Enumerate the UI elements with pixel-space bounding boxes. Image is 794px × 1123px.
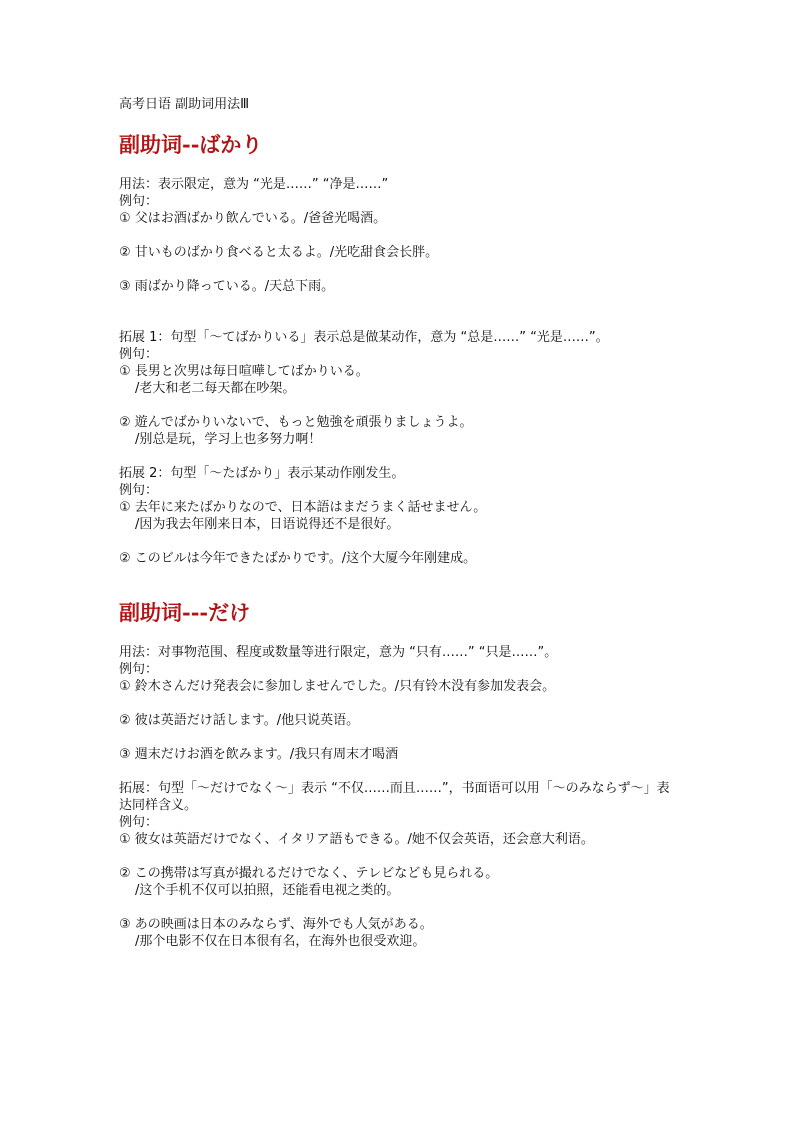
example-sentence: ① 去年に来たばかりなので、日本語はまだうまく話せません。 xyxy=(119,500,487,515)
example-translation: /老大和老二每天都在吵架。 xyxy=(135,381,296,396)
example-translation: /这个手机不仅可以拍照，还能看电视之类的。 xyxy=(135,883,400,898)
example-sentence: ① 鈴木さんだけ発表会に参加しませんでした。/只有铃木没有参加发表会。 xyxy=(119,679,556,694)
example-sentence: ② 甘いものばかり食べると太るよ。/光吃甜食会长胖。 xyxy=(119,245,439,260)
example-item xyxy=(119,363,699,397)
usage-text: 用法：表示限定，意为 “光是……” “净是……” xyxy=(119,177,389,192)
example-translation: /那个电影不仅在日本很有名，在海外也很受欢迎。 xyxy=(135,934,426,949)
document-page xyxy=(119,96,699,950)
example-sentence: ② このビルは今年できたばかりです。/这个大厦今年刚建成。 xyxy=(119,551,477,566)
example-label: 例句： xyxy=(119,483,159,498)
extension-text: 拓展 2：句型「～たばかり」表示某动作刚发生。 xyxy=(119,466,405,481)
example-sentence: ② 彼は英語だけ話します。/他只说英语。 xyxy=(119,713,360,728)
example-sentence: ② 遊んでばかりいないで、もっと勉強を頑張りましょうよ。 xyxy=(119,415,473,430)
example-item xyxy=(119,916,699,950)
usage-text: 用法：对事物范围、程度或数量等进行限定，意为 “只有……” “只是……”。 xyxy=(119,645,558,660)
example-item xyxy=(119,865,699,899)
example-label: 例句： xyxy=(119,194,159,209)
example-sentence: ① 長男と次男は毎日喧嘩してばかりいる。 xyxy=(119,364,369,379)
example-label: 例句： xyxy=(119,815,159,830)
extension-text: 拓展 1：句型「～てばかりいる」表示总是做某动作，意为 “总是……” “光是……”。 xyxy=(119,330,609,345)
example-translation: /别总是玩，学习上也多努力啊！ xyxy=(135,432,322,447)
example-label: 例句： xyxy=(119,662,159,677)
section-title-dake: 副助词---だけ xyxy=(119,600,251,625)
section-title-bakari: 副助词--ばかり xyxy=(119,132,263,157)
example-sentence: ① 彼女は英語だけでなく、イタリア語もできる。/她不仅会英语，还会意大利语。 xyxy=(119,832,594,847)
example-sentence: ① 父はお酒ばかり飲んでいる。/爸爸光喝酒。 xyxy=(119,211,387,226)
document-title: 高考日语 副助词用法Ⅲ xyxy=(119,97,250,112)
example-item xyxy=(119,414,699,448)
example-item xyxy=(119,499,699,533)
example-translation: /因为我去年刚来日本，日语说得还不是很好。 xyxy=(135,517,400,532)
example-sentence: ③ あの映画は日本のみならず、海外でも人気がある。 xyxy=(119,917,433,932)
example-label: 例句： xyxy=(119,347,159,362)
example-sentence: ② この携帯は写真が撮れるだけでなく、テレビなども見られる。 xyxy=(119,866,499,881)
extension-text: 拓展：句型「～だけでなく～」表示 “不仅……而且……”，书面语可以用「～のみならず～」表达同样含义。 xyxy=(119,781,670,813)
example-sentence: ③ 週末だけお酒を飲みます。/我只有周末才喝酒 xyxy=(119,747,399,762)
example-sentence: ③ 雨ばかり降っている。/天总下雨。 xyxy=(119,279,335,294)
